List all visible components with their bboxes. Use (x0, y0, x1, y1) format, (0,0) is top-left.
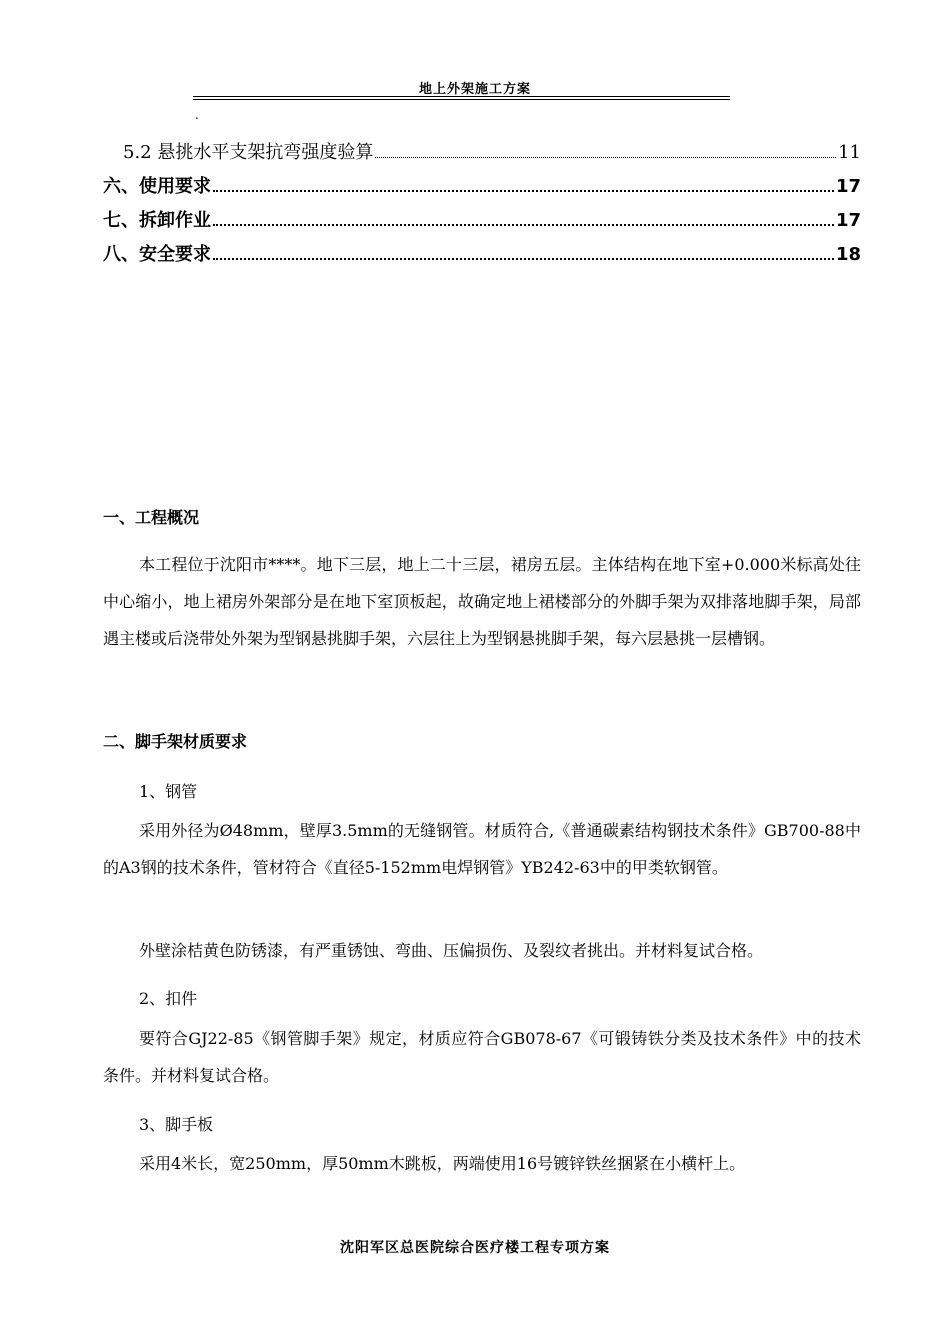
toc-leader (213, 258, 834, 260)
toc-entry-page: 11 (838, 142, 861, 163)
toc-entry-label: 5.2 悬挑水平支架抗弯强度验算 (123, 142, 374, 163)
toc-entry-label: 八、安全要求 (103, 244, 211, 265)
toc-leader (375, 157, 836, 158)
toc-leader (213, 224, 834, 226)
header-rule-top (193, 96, 730, 97)
toc-entry-label: 六、使用要求 (103, 176, 211, 197)
section-paragraph: 本工程位于沈阳市****。地下三层，地上二十三层，裙房五层。主体结构在地下室+0.000米标高处往中心缩小，地上裙房外架部分是在地下室顶板起，故确定地上裙楼部分的外脚手架为双排落地脚手架，局部遇主楼或后浇带处外架为型钢悬挑脚手架，六层往上为型钢悬挑脚手架，每六层悬挑一层槽钢。 (103, 555, 861, 648)
page-footer-title: 沈阳军区总医院综合医疗楼工程专项方案 (340, 1240, 610, 1256)
toc-leader (213, 190, 834, 192)
section-heading: 一、工程概况 (103, 508, 200, 527)
toc-entry[interactable] (103, 206, 861, 232)
toc-entry-label: 七、拆卸作业 (103, 210, 211, 231)
toc-entry[interactable] (103, 138, 861, 164)
header-rule-bottom (193, 99, 730, 100)
section-paragraph: 外壁涂桔黄色防锈漆，有严重锈蚀、弯曲、压偏损伤、及裂纹者挑出。并材料复试合格。 (139, 941, 764, 960)
section-paragraph: 采用4米长，宽250mm，厚50mm木跳板，两端使用16号镀锌铁丝捆紧在小横杆上。 (139, 1154, 746, 1173)
section-paragraph: 采用外径为Ø48mm，壁厚3.5mm的无缝钢管。材质符合,《普通碳素结构钢技术条件》GB700-88中的A3钢的技术条件，管材符合《直径5-152mm电焊钢管》YB242-63中的甲类软钢管。 (103, 821, 861, 877)
subsection-title: 1、钢管 (139, 782, 198, 801)
toc-entry[interactable] (103, 240, 861, 266)
subsection-title: 2、扣件 (139, 989, 198, 1008)
section-heading: 二、脚手架材质要求 (103, 732, 248, 751)
toc-entry-page: 18 (835, 244, 861, 265)
page-header-title: 地上外架施工方案 (418, 82, 531, 97)
toc-entry-page: 17 (835, 210, 861, 231)
toc-entry[interactable] (103, 172, 861, 198)
header-dot: . (195, 108, 199, 122)
section-paragraph: 要符合GJ22-85《钢管脚手架》规定，材质应符合GB078-67《可锻铸铁分类及技术条件》中的技术条件。并材料复试合格。 (103, 1029, 861, 1085)
subsection-title: 3、脚手板 (139, 1115, 214, 1134)
toc-entry-page: 17 (835, 176, 861, 197)
